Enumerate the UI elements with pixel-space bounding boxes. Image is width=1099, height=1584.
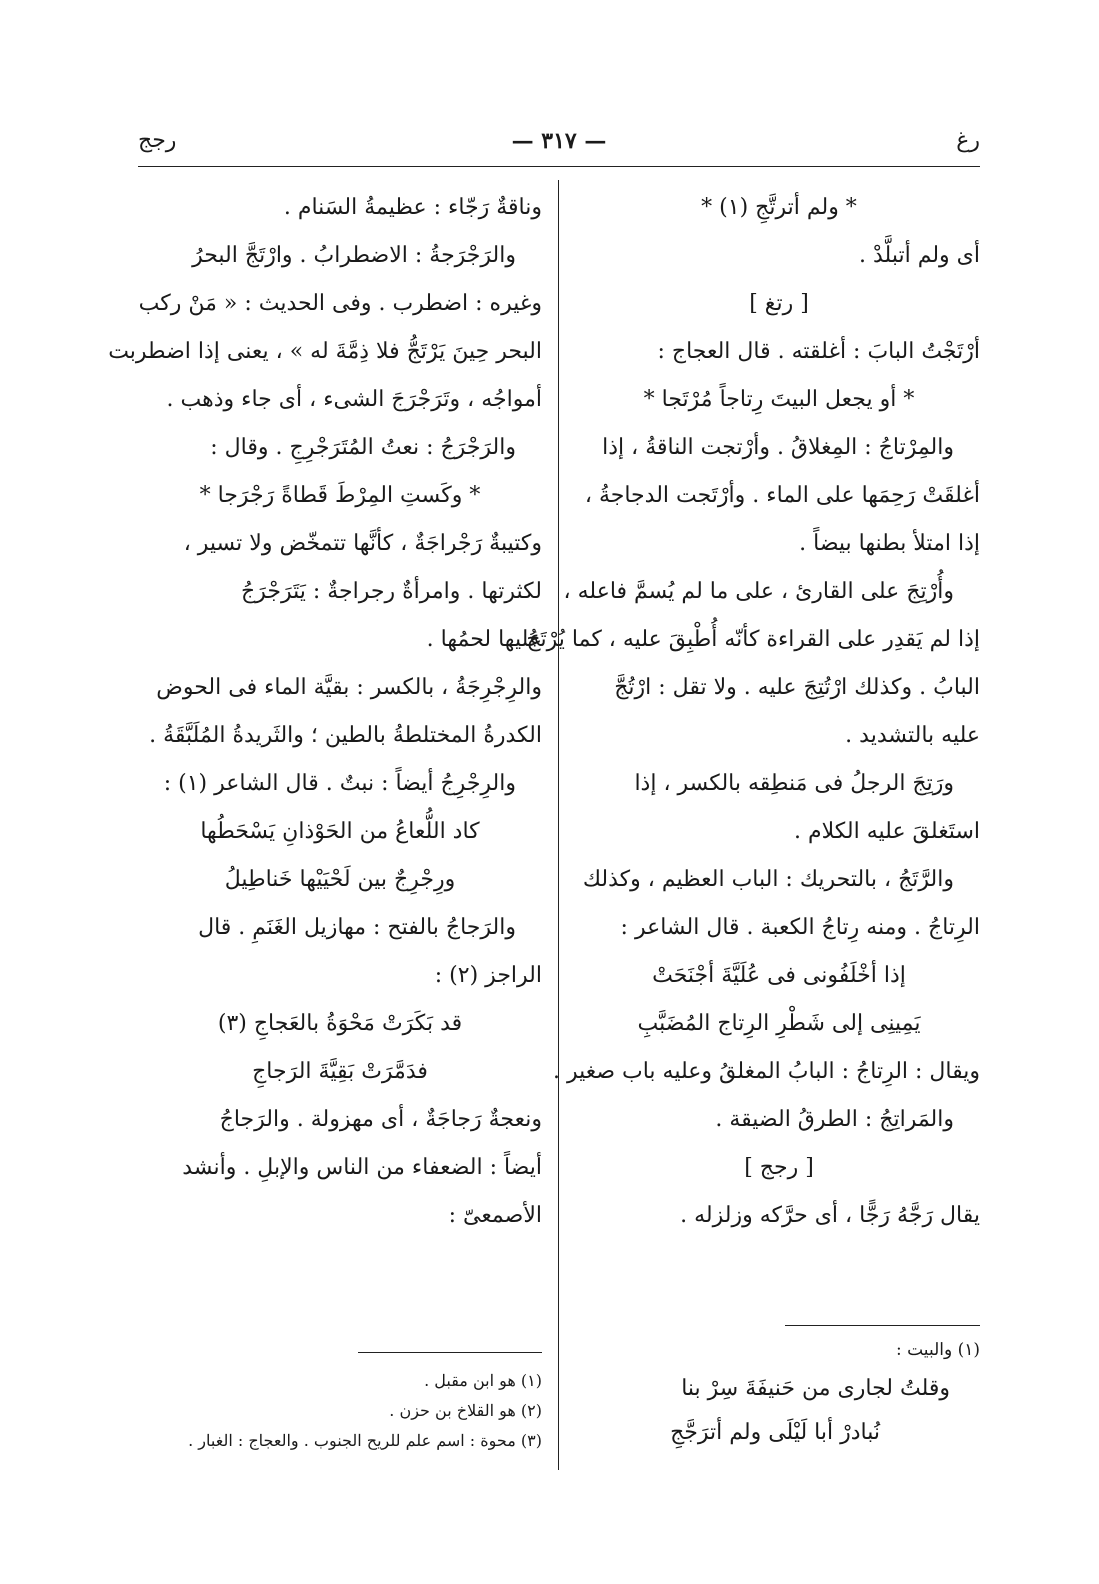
text-line: الكدرةُ المختلطةُ بالطين ؛ والثَريدةُ المُلَبَّقَةُ . bbox=[149, 723, 542, 748]
verse-line: إذا أخْلَفُونى فى عُلَيَّةَ أجْنَحَتْ bbox=[652, 963, 906, 988]
verse-line: * ولم أترتَّجِ (١) * bbox=[701, 195, 857, 220]
text-line: أيضاً : الضعفاء من الناس والإبلِ . وأنشد bbox=[182, 1155, 542, 1180]
footnote-verse: نُبادرْ أبا لَيْلَى ولم أترَجَّجِ bbox=[670, 1420, 880, 1445]
verse-line: قد بَكَرَتْ مَحْوَةُ بالعَجاجِ (٣) bbox=[217, 1011, 463, 1036]
text-line: والرَّتَجُ ، بالتحريك : الباب العظيم ، وكذلك bbox=[582, 867, 954, 892]
text-line: والمِرْتاجُ : المِغلاقُ . وأرْتجت الناقةُ ، إذا bbox=[602, 435, 954, 460]
text-line: والمَراتِجُ : الطرقُ الضيقة . bbox=[715, 1107, 954, 1132]
footnote: (١) هو ابن مقبل . bbox=[424, 1371, 542, 1390]
header-root-left: رجج bbox=[138, 128, 177, 153]
footnote: (٢) هو القلاخ بن حزن . bbox=[389, 1401, 542, 1420]
text-line: إذا لم يَقدِر على القراءة كأنّه أُطْبِقَ عليه ، كما يُرْتَجُ bbox=[526, 627, 980, 652]
verse-line: * وكَستِ المِرْطَ قَطاةً رَجْرَجا * bbox=[199, 483, 481, 508]
text-line: استَغلقَ عليه الكلام . bbox=[794, 819, 980, 844]
page-number: — ٣١٧ — bbox=[511, 128, 607, 154]
text-line: يقال رَجَّهُ رَجًّا ، أى حرَّكه وزلزله . bbox=[680, 1203, 980, 1228]
text-line: ويقال : الرِتاجُ : البابُ المغلقُ وعليه باب صغير . bbox=[552, 1059, 980, 1084]
text-line: ورَتِجَ الرجلُ فى مَنطِقه بالكسر ، إذا bbox=[634, 771, 954, 796]
footnote-label: (١) والبيت : bbox=[895, 1340, 980, 1360]
text-line: أغلقَتْ رَحِمَها على الماء . وأرْتَجت الدجاجةُ ، bbox=[584, 483, 980, 508]
text-line: الأصمعىّ : bbox=[448, 1203, 542, 1228]
text-line: البابُ . وكذلك ارْتُتِجَ عليه . ولا تقل : ارْتُجَّ bbox=[614, 675, 980, 700]
entry-heading: [ رجج ] bbox=[744, 1155, 814, 1180]
text-line: أى ولم أتبلَّدْ . bbox=[859, 243, 980, 268]
right-footnote bbox=[578, 1333, 980, 1455]
text-line: وناقةٌ رَجّاء : عظيمةُ السَنام . bbox=[283, 195, 542, 220]
text-line: البحر حِينَ يَرْتَجُّ فلا ذِمَّةَ له » ، يعنى إذا اضطربت bbox=[108, 339, 542, 364]
text-line: إذا امتلأ بطنها بيضاً . bbox=[799, 531, 980, 556]
text-line: عليها لحمُها . bbox=[426, 627, 542, 652]
header-root-right: رغ bbox=[956, 128, 980, 153]
entry-heading: [ رتغ ] bbox=[749, 291, 809, 316]
text-line: لكثرتها . وامرأةٌ رجراجةٌ : يَتَرَجْرَجُ bbox=[241, 579, 542, 604]
text-line: الرِتاجُ . ومنه رِتاجُ الكعبة . قال الشاعر : bbox=[620, 915, 980, 940]
verse-line: ورِجْرِجٌ بين لَحْيَيْها خَناطِيلُ bbox=[224, 867, 456, 892]
left-column bbox=[108, 184, 542, 1240]
column-divider bbox=[558, 180, 559, 1470]
text-line: أمواجُه ، وتَرَجْرَجَ الشىء ، أى جاء وذهب . bbox=[166, 387, 542, 412]
verse-line: كاد اللُّعاعُ من الحَوْذانِ يَسْحَطُها bbox=[200, 819, 480, 844]
header-rule bbox=[138, 166, 980, 167]
footnote-verse: وقلتُ لجارى من حَنيفَةَ سِرْ بنا bbox=[681, 1376, 950, 1401]
left-footnotes bbox=[138, 1366, 542, 1456]
text-line: والرَجْرَجةُ : الاضطرابُ . وارْتَجَّ البحرُ bbox=[192, 243, 516, 268]
text-line: والرَجْرَجُ : نعتُ المُتَرَجْرِجِ . وقال : bbox=[210, 435, 516, 460]
verse-line: * أو يجعل البيتَ رِتاجاً مُرْتَجا * bbox=[643, 387, 915, 412]
text-line: أرْتَجْتُ البابَ : أغلقته . قال العجاج : bbox=[657, 339, 980, 364]
footnote: (٣) محوة : اسم علم للريح الجنوب . والعجاج : الغبار . bbox=[188, 1431, 542, 1450]
text-line: الراجز (٢) : bbox=[434, 963, 542, 988]
text-line: عليه بالتشديد . bbox=[845, 723, 980, 748]
verse-line: يَمِينِى إلى شَطْرِ الرِتاج المُضَبَّبِ bbox=[637, 1011, 921, 1036]
text-line: وغيره : اضطرب . وفى الحديث : « مَنْ ركب bbox=[138, 291, 542, 316]
right-column bbox=[526, 184, 980, 1240]
footnote-rule-left bbox=[358, 1352, 542, 1353]
page-header bbox=[138, 128, 980, 160]
text-line: والرِجْرِجُ أيضاً : نبتٌ . قال الشاعر (١) : bbox=[163, 771, 516, 796]
text-line: وكتيبةٌ رَجْراجَةٌ ، كأنَّها تتمخّض ولا تسير ، bbox=[183, 531, 542, 556]
text-line: والرِجْرِجَةُ ، بالكسر : بقيَّة الماء فى الحوض bbox=[156, 675, 542, 700]
verse-line: فدَمَّرَتْ بَقِيَّةَ الرَجاجِ bbox=[252, 1059, 428, 1084]
text-line: وأُرْتِجَ على القارئ ، على ما لم يُسمَّ فاعله ، bbox=[563, 579, 954, 604]
text-line: والرَجاجُ بالفتح : مهازيل الغَنَمِ . قال bbox=[198, 915, 516, 940]
footnote-rule-right bbox=[785, 1325, 980, 1326]
text-line: ونعجةٌ رَجاجَةٌ ، أى مهزولة . والرَجاجُ bbox=[219, 1107, 542, 1132]
